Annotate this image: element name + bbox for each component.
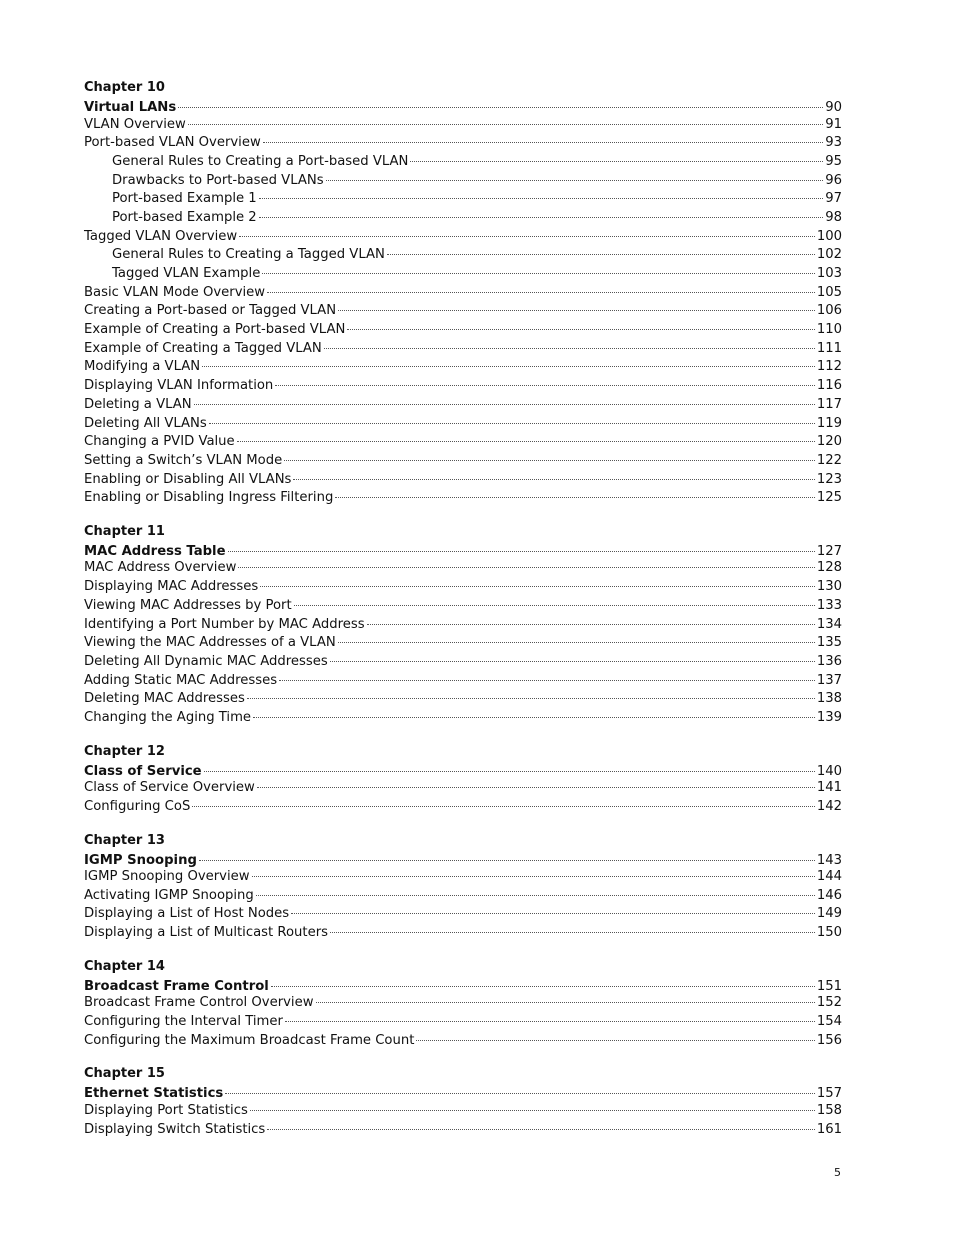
entry-text: MAC Address Table bbox=[84, 543, 226, 559]
toc-entry[interactable] bbox=[84, 246, 842, 265]
dot-leader bbox=[338, 310, 815, 311]
entry-text: General Rules to Creating a Port-based VLAN bbox=[112, 153, 409, 169]
toc-entry[interactable] bbox=[84, 672, 842, 691]
entry-text: Ethernet Statistics bbox=[84, 1086, 224, 1102]
entry-page-number: 158 bbox=[816, 1102, 842, 1118]
entry-text: Port-based Example 1 bbox=[112, 191, 257, 207]
toc-entry[interactable] bbox=[84, 924, 842, 943]
dot-leader bbox=[367, 624, 815, 625]
toc-entry[interactable] bbox=[84, 340, 842, 359]
chapter-section bbox=[84, 79, 842, 508]
entry-page-number: 150 bbox=[816, 925, 842, 941]
dot-leader bbox=[238, 567, 814, 568]
entry-text: Configuring the Maximum Broadcast Frame Count bbox=[84, 1032, 415, 1048]
dot-leader bbox=[267, 292, 815, 293]
dot-leader bbox=[204, 771, 815, 772]
chapter-title-entry[interactable] bbox=[84, 979, 842, 995]
toc-entry[interactable] bbox=[84, 302, 842, 321]
toc-entry[interactable] bbox=[84, 798, 842, 817]
toc-entry[interactable] bbox=[84, 1013, 842, 1032]
dot-leader bbox=[335, 497, 815, 498]
dot-leader bbox=[326, 180, 824, 181]
entry-page-number: 137 bbox=[816, 672, 842, 688]
table-of-contents bbox=[84, 79, 842, 1154]
chapter-label: Chapter 11 bbox=[84, 523, 165, 539]
entry-page-number: 142 bbox=[816, 798, 842, 814]
entry-text: Configuring the Interval Timer bbox=[84, 1013, 283, 1029]
dot-leader bbox=[275, 385, 815, 386]
dot-leader bbox=[416, 1040, 814, 1041]
dot-leader bbox=[284, 460, 815, 461]
entry-text: Viewing the MAC Addresses of a VLAN bbox=[84, 635, 336, 651]
toc-entry[interactable] bbox=[84, 433, 842, 452]
entry-text: Port-based VLAN Overview bbox=[84, 135, 261, 151]
toc-entry[interactable] bbox=[84, 1102, 842, 1121]
toc-entry[interactable] bbox=[84, 415, 842, 434]
toc-entry[interactable] bbox=[84, 887, 842, 906]
toc-entry[interactable] bbox=[84, 597, 842, 616]
entry-page-number: 156 bbox=[816, 1032, 842, 1048]
entry-text: Displaying a List of Host Nodes bbox=[84, 906, 290, 922]
entry-text: Enabling or Disabling All VLANs bbox=[84, 471, 292, 487]
entry-page-number: 152 bbox=[816, 995, 842, 1011]
entry-page-number: 117 bbox=[816, 396, 842, 412]
entry-text: Setting a Switch’s VLAN Mode bbox=[84, 452, 283, 468]
entry-page-number: 149 bbox=[816, 906, 842, 922]
entry-page-number: 123 bbox=[816, 471, 842, 487]
toc-entry[interactable] bbox=[84, 779, 842, 798]
entry-page-number: 95 bbox=[825, 153, 842, 169]
entry-text: IGMP Snooping bbox=[84, 852, 197, 868]
toc-entry[interactable] bbox=[84, 653, 842, 672]
dot-leader bbox=[228, 551, 815, 552]
dot-leader bbox=[324, 348, 815, 349]
entry-page-number: 120 bbox=[816, 434, 842, 450]
entry-page-number: 157 bbox=[816, 1086, 842, 1102]
entry-text: Modifying a VLAN bbox=[84, 359, 201, 375]
toc-entry[interactable] bbox=[84, 190, 842, 209]
entry-page-number: 161 bbox=[816, 1121, 842, 1137]
dot-leader bbox=[256, 895, 815, 896]
toc-entry[interactable] bbox=[84, 559, 842, 578]
entry-page-number: 119 bbox=[816, 415, 842, 431]
entry-page-number: 130 bbox=[816, 579, 842, 595]
dot-leader bbox=[237, 441, 815, 442]
dot-leader bbox=[267, 1129, 815, 1130]
entry-text: Class of Service Overview bbox=[84, 780, 255, 796]
dot-leader bbox=[253, 717, 815, 718]
chapter-title-entry[interactable] bbox=[84, 764, 842, 780]
toc-entry[interactable] bbox=[84, 1121, 842, 1140]
entry-text: Changing a PVID Value bbox=[84, 434, 235, 450]
entry-page-number: 135 bbox=[816, 635, 842, 651]
dot-leader bbox=[257, 787, 815, 788]
toc-entry[interactable] bbox=[84, 172, 842, 191]
dot-leader bbox=[252, 876, 815, 877]
toc-entry[interactable] bbox=[84, 396, 842, 415]
entry-text: Broadcast Frame Control bbox=[84, 978, 269, 994]
dot-leader bbox=[347, 329, 814, 330]
entry-page-number: 146 bbox=[816, 887, 842, 903]
dot-leader bbox=[202, 366, 815, 367]
toc-entry[interactable] bbox=[84, 265, 842, 284]
entry-text: Displaying a List of Multicast Routers bbox=[84, 925, 328, 941]
chapter-label: Chapter 12 bbox=[84, 743, 165, 759]
chapter-label: Chapter 10 bbox=[84, 80, 165, 95]
toc-entry[interactable] bbox=[84, 228, 842, 247]
entry-page-number: 116 bbox=[816, 378, 842, 394]
dot-leader bbox=[188, 124, 823, 125]
entry-text: Creating a Port-based or Tagged VLAN bbox=[84, 303, 337, 319]
dot-leader bbox=[387, 254, 815, 255]
dot-leader bbox=[259, 198, 824, 199]
entry-text: General Rules to Creating a Tagged VLAN bbox=[112, 247, 385, 263]
entry-page-number: 144 bbox=[816, 869, 842, 884]
dot-leader bbox=[199, 860, 815, 861]
dot-leader bbox=[178, 107, 823, 108]
dot-leader bbox=[239, 236, 815, 237]
dot-leader bbox=[225, 1093, 815, 1094]
toc-entry[interactable] bbox=[84, 321, 842, 340]
entry-page-number: 91 bbox=[825, 116, 842, 132]
dot-leader bbox=[285, 1021, 815, 1022]
entry-text: Example of Creating a Port-based VLAN bbox=[84, 322, 346, 338]
entry-text: Deleting All Dynamic MAC Addresses bbox=[84, 653, 328, 669]
toc-entry[interactable] bbox=[84, 489, 842, 508]
entry-page-number: 90 bbox=[825, 100, 842, 115]
entry-page-number: 106 bbox=[816, 303, 842, 319]
toc-entry[interactable] bbox=[84, 284, 842, 303]
entry-page-number: 105 bbox=[816, 284, 842, 300]
entry-text: Port-based Example 2 bbox=[112, 209, 257, 225]
entry-page-number: 110 bbox=[816, 322, 842, 338]
dot-leader bbox=[192, 806, 815, 807]
toc-entry[interactable] bbox=[84, 452, 842, 471]
entry-page-number: 111 bbox=[816, 340, 842, 356]
entry-page-number: 143 bbox=[816, 852, 842, 868]
dot-leader bbox=[209, 423, 815, 424]
toc-entry[interactable] bbox=[84, 358, 842, 377]
entry-text: Viewing MAC Addresses by Port bbox=[84, 597, 292, 613]
toc-entry[interactable] bbox=[84, 116, 842, 135]
dot-leader bbox=[293, 479, 814, 480]
chapter-title-entry[interactable] bbox=[84, 544, 842, 560]
toc-entry[interactable] bbox=[84, 209, 842, 228]
entry-page-number: 154 bbox=[816, 1013, 842, 1029]
chapter-title-entry[interactable] bbox=[84, 100, 842, 116]
entry-text: Deleting All VLANs bbox=[84, 415, 207, 431]
entry-text: Drawbacks to Port-based VLANs bbox=[112, 172, 324, 188]
dot-leader bbox=[250, 1110, 815, 1111]
entry-text: Virtual LANs bbox=[84, 100, 177, 115]
entry-page-number: 122 bbox=[816, 452, 842, 468]
entry-text: Enabling or Disabling Ingress Filtering bbox=[84, 490, 334, 506]
dot-leader bbox=[262, 273, 814, 274]
dot-leader bbox=[279, 680, 815, 681]
entry-text: Example of Creating a Tagged VLAN bbox=[84, 340, 322, 356]
toc-entry[interactable] bbox=[84, 153, 842, 172]
entry-text: Deleting a VLAN bbox=[84, 396, 192, 412]
entry-page-number: 134 bbox=[816, 616, 842, 632]
dot-leader bbox=[410, 161, 823, 162]
toc-entry[interactable] bbox=[84, 377, 842, 396]
entry-text: Displaying Port Statistics bbox=[84, 1102, 248, 1118]
entry-page-number: 138 bbox=[816, 691, 842, 707]
entry-page-number: 127 bbox=[816, 543, 842, 559]
toc-entry[interactable] bbox=[84, 634, 842, 653]
entry-page-number: 139 bbox=[816, 709, 842, 725]
entry-page-number: 102 bbox=[816, 247, 842, 263]
entry-text: Adding Static MAC Addresses bbox=[84, 672, 278, 688]
entry-page-number: 125 bbox=[816, 490, 842, 506]
entry-text: Activating IGMP Snooping bbox=[84, 887, 254, 903]
toc-entry[interactable] bbox=[84, 709, 842, 728]
toc-entry[interactable] bbox=[84, 616, 842, 635]
toc-entry[interactable] bbox=[84, 134, 842, 153]
entry-page-number: 140 bbox=[816, 763, 842, 779]
entry-page-number: 96 bbox=[825, 172, 842, 188]
chapter-title-entry[interactable] bbox=[84, 853, 842, 869]
dot-leader bbox=[294, 605, 815, 606]
toc-entry[interactable] bbox=[84, 868, 842, 887]
entry-page-number: 112 bbox=[816, 359, 842, 375]
entry-text: Identifying a Port Number by MAC Address bbox=[84, 616, 365, 632]
chapter-section bbox=[84, 958, 842, 1051]
entry-text: Tagged VLAN Example bbox=[112, 266, 261, 281]
entry-text: MAC Address Overview bbox=[84, 560, 237, 576]
dot-leader bbox=[263, 142, 823, 143]
entry-text: VLAN Overview bbox=[84, 116, 186, 132]
dot-leader bbox=[338, 642, 815, 643]
chapter-label: Chapter 15 bbox=[84, 1066, 165, 1082]
entry-text: Basic VLAN Mode Overview bbox=[84, 284, 266, 300]
entry-text: Tagged VLAN Overview bbox=[84, 228, 238, 244]
entry-page-number: 151 bbox=[816, 978, 842, 994]
entry-page-number: 136 bbox=[816, 653, 842, 669]
dot-leader bbox=[247, 698, 815, 699]
entry-text: Class of Service bbox=[84, 763, 202, 779]
dot-leader bbox=[291, 913, 815, 914]
dot-leader bbox=[271, 986, 815, 987]
entry-page-number: 133 bbox=[816, 597, 842, 613]
page-number: 5 bbox=[834, 1166, 841, 1179]
chapter-title-entry[interactable] bbox=[84, 1086, 842, 1102]
entry-text: Displaying VLAN Information bbox=[84, 378, 274, 394]
chapter-section bbox=[84, 1065, 842, 1139]
chapter-section bbox=[84, 832, 842, 943]
toc-entry[interactable] bbox=[84, 578, 842, 597]
dot-leader bbox=[260, 586, 815, 587]
entry-page-number: 100 bbox=[816, 228, 842, 244]
entry-text: Displaying Switch Statistics bbox=[84, 1121, 266, 1137]
entry-page-number: 128 bbox=[816, 560, 842, 576]
entry-page-number: 93 bbox=[825, 135, 842, 151]
entry-page-number: 141 bbox=[816, 780, 842, 796]
entry-text: Configuring CoS bbox=[84, 798, 191, 814]
toc-entry[interactable] bbox=[84, 471, 842, 490]
toc-entry[interactable] bbox=[84, 994, 842, 1013]
chapter-label: Chapter 13 bbox=[84, 832, 165, 848]
chapter-section bbox=[84, 743, 842, 817]
chapter-label: Chapter 14 bbox=[84, 958, 165, 974]
toc-entry[interactable] bbox=[84, 690, 842, 709]
dot-leader bbox=[330, 932, 815, 933]
entry-text: Changing the Aging Time bbox=[84, 709, 252, 725]
entry-page-number: 103 bbox=[816, 266, 842, 281]
dot-leader bbox=[330, 661, 815, 662]
toc-entry[interactable] bbox=[84, 1032, 842, 1051]
entry-page-number: 97 bbox=[825, 191, 842, 207]
chapter-section bbox=[84, 523, 842, 728]
toc-entry[interactable] bbox=[84, 905, 842, 924]
entry-page-number: 98 bbox=[825, 209, 842, 225]
entry-text: IGMP Snooping Overview bbox=[84, 869, 250, 884]
entry-text: Deleting MAC Addresses bbox=[84, 691, 245, 707]
entry-text: Broadcast Frame Control Overview bbox=[84, 995, 314, 1011]
dot-leader bbox=[259, 217, 824, 218]
entry-text: Displaying MAC Addresses bbox=[84, 579, 259, 595]
dot-leader bbox=[194, 404, 815, 405]
dot-leader bbox=[316, 1002, 815, 1003]
